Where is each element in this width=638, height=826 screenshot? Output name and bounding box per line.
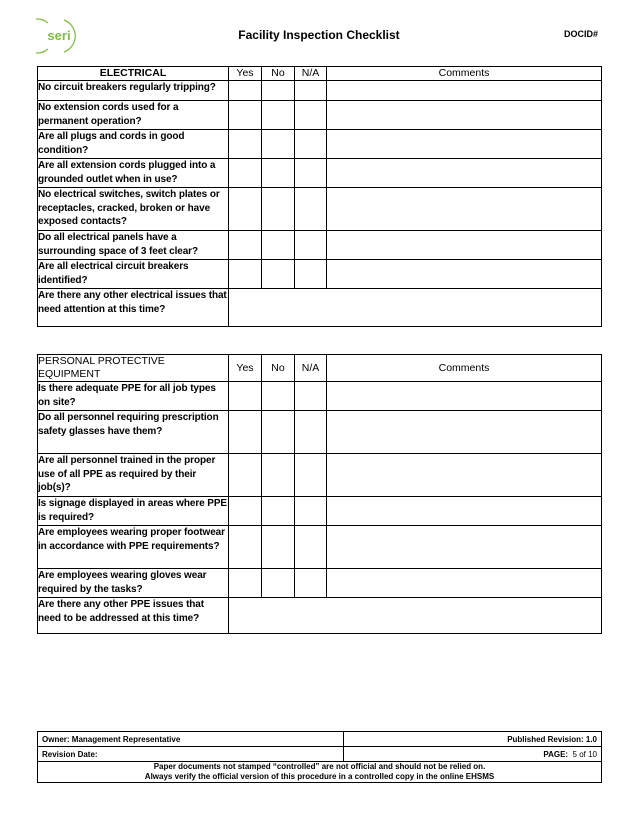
yes-checkbox[interactable]: [229, 454, 262, 497]
yes-checkbox[interactable]: [229, 497, 262, 526]
control-notice-line2: Always verify the official version of this procedure in a controlled copy in the online EHSMS: [144, 772, 495, 781]
page-label: PAGE:: [543, 749, 569, 759]
question-text: Are all plugs and cords in good condition?: [38, 130, 229, 159]
comments-field[interactable]: [327, 159, 602, 188]
question-text: Do all personnel requiring prescription safety glasses have them?: [38, 411, 229, 454]
ppe-heading: PERSONAL PROTECTIVE EQUIPMENT: [38, 355, 229, 382]
na-column-header: N/A: [295, 355, 327, 382]
table-row: [38, 231, 602, 260]
document-title: Facility Inspection Checklist: [238, 28, 400, 42]
yes-checkbox[interactable]: [229, 188, 262, 231]
table-row: [38, 569, 602, 598]
comments-field[interactable]: [327, 526, 602, 569]
yes-checkbox[interactable]: [229, 81, 262, 101]
na-checkbox[interactable]: [295, 526, 327, 569]
no-checkbox[interactable]: [262, 411, 295, 454]
no-checkbox[interactable]: [262, 454, 295, 497]
comments-field[interactable]: [327, 130, 602, 159]
revision-date-label: Revision Date:: [38, 747, 344, 762]
yes-checkbox[interactable]: [229, 159, 262, 188]
yes-checkbox[interactable]: [229, 101, 262, 130]
table-row: [38, 130, 602, 159]
no-checkbox[interactable]: [262, 81, 295, 101]
question-text: No extension cords used for a permanent operation?: [38, 101, 229, 130]
table-row: [38, 411, 602, 454]
comments-column-header: Comments: [327, 67, 602, 81]
document-footer: [37, 731, 602, 783]
no-checkbox[interactable]: [262, 101, 295, 130]
control-notice: [38, 762, 602, 783]
yes-checkbox[interactable]: [229, 411, 262, 454]
yes-column-header: Yes: [229, 67, 262, 81]
page-number: [344, 747, 602, 762]
footer-row-owner: [38, 732, 602, 747]
no-column-header: No: [262, 67, 295, 81]
no-checkbox[interactable]: [262, 159, 295, 188]
na-column-header: N/A: [295, 67, 327, 81]
na-checkbox[interactable]: [295, 497, 327, 526]
na-checkbox[interactable]: [295, 130, 327, 159]
comments-field[interactable]: [327, 231, 602, 260]
document-id: DOCID#: [563, 29, 598, 39]
yes-checkbox[interactable]: [229, 260, 262, 289]
comments-field[interactable]: [327, 411, 602, 454]
control-notice-line1: Paper documents not stamped “controlled” are not official and should not be relied on.: [153, 762, 486, 771]
comments-field[interactable]: [327, 101, 602, 130]
no-checkbox[interactable]: [262, 382, 295, 411]
table-row: [38, 101, 602, 130]
table-row: [38, 382, 602, 411]
question-text: Are there any other PPE issues that need to be addressed at this time?: [38, 598, 229, 634]
yes-checkbox[interactable]: [229, 231, 262, 260]
na-checkbox[interactable]: [295, 231, 327, 260]
yes-column-header: Yes: [229, 355, 262, 382]
table-row: [38, 159, 602, 188]
na-checkbox[interactable]: [295, 159, 327, 188]
yes-checkbox[interactable]: [229, 130, 262, 159]
na-checkbox[interactable]: [295, 101, 327, 130]
owner-label: Owner: Management Representative: [38, 732, 344, 747]
question-text: Do all electrical panels have a surrounding space of 3 feet clear?: [38, 231, 229, 260]
table-row: [38, 188, 602, 231]
other-issues-field[interactable]: [229, 598, 602, 634]
yes-checkbox[interactable]: [229, 569, 262, 598]
question-text: Are employees wearing gloves wear required by the tasks?: [38, 569, 229, 598]
question-text: No electrical switches, switch plates or receptacles, cracked, broken or have exposed contacts?: [38, 188, 229, 231]
na-checkbox[interactable]: [295, 188, 327, 231]
electrical-checklist-table: [37, 66, 602, 327]
electrical-heading: ELECTRICAL: [38, 67, 229, 81]
no-checkbox[interactable]: [262, 231, 295, 260]
na-checkbox[interactable]: [295, 569, 327, 598]
no-checkbox[interactable]: [262, 569, 295, 598]
table-row: [38, 454, 602, 497]
comments-field[interactable]: [327, 569, 602, 598]
no-column-header: No: [262, 355, 295, 382]
ppe-header-row: [38, 355, 602, 382]
na-checkbox[interactable]: [295, 81, 327, 101]
question-text: Are all electrical circuit breakers identified?: [38, 260, 229, 289]
published-revision: Published Revision: 1.0: [344, 732, 602, 747]
comments-field[interactable]: [327, 188, 602, 231]
question-text: Are there any other electrical issues that need attention at this time?: [38, 289, 229, 327]
question-text: Are all personnel trained in the proper use of all PPE as required by their job(s)?: [38, 454, 229, 497]
na-checkbox[interactable]: [295, 454, 327, 497]
question-text: Is there adequate PPE for all job types on site?: [38, 382, 229, 411]
no-checkbox[interactable]: [262, 188, 295, 231]
na-checkbox[interactable]: [295, 260, 327, 289]
comments-column-header: Comments: [327, 355, 602, 382]
no-checkbox[interactable]: [262, 260, 295, 289]
ppe-checklist-table: [37, 354, 602, 634]
na-checkbox[interactable]: [295, 382, 327, 411]
electrical-header-row: [38, 67, 602, 81]
comments-field[interactable]: [327, 81, 602, 101]
no-checkbox[interactable]: [262, 526, 295, 569]
table-row: [38, 81, 602, 101]
no-checkbox[interactable]: [262, 497, 295, 526]
footer-row-note: [38, 762, 602, 783]
table-row: [38, 526, 602, 569]
question-text: Are employees wearing proper footwear in accordance with PPE requirements?: [38, 526, 229, 569]
page-value: 5 of 10: [572, 749, 597, 759]
logo-text: seri: [47, 28, 71, 43]
footer-row-revision: [38, 747, 602, 762]
yes-checkbox[interactable]: [229, 382, 262, 411]
comments-field[interactable]: [327, 382, 602, 411]
comments-field[interactable]: [327, 260, 602, 289]
comments-field[interactable]: [327, 497, 602, 526]
other-issues-field[interactable]: [229, 289, 602, 327]
no-checkbox[interactable]: [262, 130, 295, 159]
question-text: Is signage displayed in areas where PPE is required?: [38, 497, 229, 526]
comments-field[interactable]: [327, 454, 602, 497]
table-row: [38, 497, 602, 526]
question-text: No circuit breakers regularly tripping?: [38, 81, 229, 101]
question-text: Are all extension cords plugged into a grounded outlet when in use?: [38, 159, 229, 188]
table-row: [38, 260, 602, 289]
table-row: [38, 598, 602, 634]
table-row: [38, 289, 602, 327]
na-checkbox[interactable]: [295, 411, 327, 454]
yes-checkbox[interactable]: [229, 526, 262, 569]
